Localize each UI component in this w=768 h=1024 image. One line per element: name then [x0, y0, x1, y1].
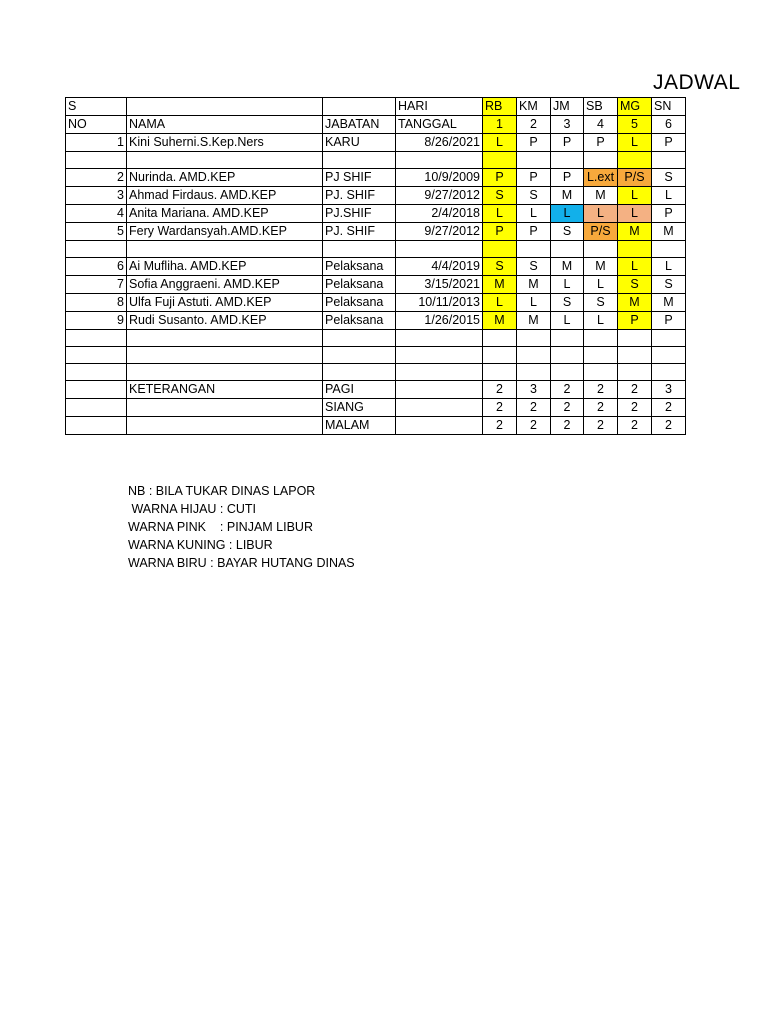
day-number-cell[interactable]: 4: [584, 116, 618, 134]
shift-cell[interactable]: [652, 152, 686, 169]
day-name-cell[interactable]: SB: [584, 98, 618, 116]
header-row-hari: [66, 98, 686, 116]
no-cell[interactable]: 2: [66, 169, 127, 187]
shift-cell[interactable]: L: [483, 294, 517, 312]
schedule-body: [66, 98, 686, 435]
shift-cell[interactable]: P: [483, 223, 517, 241]
no-cell[interactable]: 1: [66, 134, 127, 152]
shift-cell[interactable]: [652, 241, 686, 258]
header-cell-tanggal[interactable]: TANGGAL: [396, 116, 483, 134]
employee-row: [66, 187, 686, 205]
no-cell[interactable]: [66, 364, 127, 381]
shift-cell[interactable]: [483, 347, 517, 364]
shift-cell[interactable]: [517, 364, 551, 381]
shift-cell[interactable]: M: [652, 294, 686, 312]
header-cell-blank[interactable]: [323, 98, 396, 116]
shift-cell[interactable]: S: [517, 187, 551, 205]
header-row-columns: [66, 116, 686, 134]
shift-cell[interactable]: [618, 364, 652, 381]
day-name-cell[interactable]: MG: [618, 98, 652, 116]
shift-cell[interactable]: L: [551, 312, 584, 330]
shift-cell[interactable]: [551, 347, 584, 364]
shift-cell[interactable]: L: [618, 205, 652, 223]
shift-cell[interactable]: S: [652, 169, 686, 187]
shift-cell[interactable]: P: [517, 223, 551, 241]
shift-cell[interactable]: S: [483, 187, 517, 205]
shift-cell[interactable]: P: [584, 134, 618, 152]
shift-cell[interactable]: L: [618, 258, 652, 276]
shift-cell[interactable]: P: [517, 134, 551, 152]
blank-row: [66, 330, 686, 347]
nama-cell[interactable]: [127, 347, 323, 364]
shift-cell[interactable]: S: [483, 258, 517, 276]
tanggal-cell[interactable]: 4/4/2019: [396, 258, 483, 276]
day-name-cell[interactable]: SN: [652, 98, 686, 116]
jabatan-cell[interactable]: [323, 364, 396, 381]
shift-count-cell[interactable]: 2: [551, 399, 584, 417]
shift-count-cell[interactable]: 3: [517, 381, 551, 399]
shift-cell[interactable]: M: [517, 312, 551, 330]
shift-cell[interactable]: M: [483, 312, 517, 330]
shift-name-cell[interactable]: PAGI: [323, 381, 396, 399]
shift-cell[interactable]: L.ext: [584, 169, 618, 187]
tanggal-cell[interactable]: [396, 381, 483, 399]
no-cell[interactable]: 6: [66, 258, 127, 276]
shift-cell[interactable]: [584, 364, 618, 381]
shift-count-cell[interactable]: 2: [584, 381, 618, 399]
employee-row: [66, 312, 686, 330]
jabatan-cell[interactable]: [323, 152, 396, 169]
shift-count-cell[interactable]: 2: [584, 399, 618, 417]
shift-cell[interactable]: [517, 152, 551, 169]
shift-cell[interactable]: [652, 347, 686, 364]
shift-cell[interactable]: L: [652, 258, 686, 276]
shift-cell[interactable]: [584, 241, 618, 258]
nama-cell[interactable]: Kini Suherni.S.Kep.Ners: [127, 134, 323, 152]
tanggal-cell[interactable]: 3/15/2021: [396, 276, 483, 294]
nama-cell[interactable]: Ai Mufliha. AMD.KEP: [127, 258, 323, 276]
no-cell[interactable]: 5: [66, 223, 127, 241]
shift-cell[interactable]: [584, 347, 618, 364]
day-name-cell[interactable]: JM: [551, 98, 584, 116]
shift-cell[interactable]: P: [551, 134, 584, 152]
shift-cell[interactable]: L: [652, 187, 686, 205]
nama-cell[interactable]: [127, 330, 323, 347]
blank-row: [66, 152, 686, 169]
header-cell-blank[interactable]: [127, 98, 323, 116]
keterangan-label[interactable]: KETERANGAN: [127, 381, 323, 399]
shift-count-cell[interactable]: 2: [517, 399, 551, 417]
jabatan-cell[interactable]: PJ. SHIF: [323, 187, 396, 205]
shift-cell[interactable]: [652, 364, 686, 381]
shift-cell[interactable]: [483, 330, 517, 347]
jabatan-cell[interactable]: Pelaksana: [323, 312, 396, 330]
shift-cell[interactable]: L: [584, 276, 618, 294]
shift-cell[interactable]: M: [652, 223, 686, 241]
shift-cell[interactable]: [652, 330, 686, 347]
no-cell[interactable]: [66, 241, 127, 258]
keterangan-row: [66, 399, 686, 417]
shift-cell[interactable]: L: [551, 205, 584, 223]
shift-cell[interactable]: [551, 330, 584, 347]
notes-block: [128, 482, 355, 572]
shift-count-cell[interactable]: 3: [652, 381, 686, 399]
schedule-table: [65, 97, 686, 435]
day-name-cell[interactable]: KM: [517, 98, 551, 116]
jabatan-cell[interactable]: [323, 330, 396, 347]
nama-cell[interactable]: Rudi Susanto. AMD.KEP: [127, 312, 323, 330]
shift-count-cell[interactable]: 2: [618, 399, 652, 417]
header-cell-jabatan[interactable]: JABATAN: [323, 116, 396, 134]
tanggal-cell[interactable]: 1/26/2015: [396, 312, 483, 330]
shift-cell[interactable]: S: [618, 276, 652, 294]
keterangan-row: [66, 417, 686, 435]
shift-cell[interactable]: M: [584, 187, 618, 205]
shift-cell[interactable]: L: [584, 205, 618, 223]
shift-cell[interactable]: L: [618, 134, 652, 152]
shift-count-cell[interactable]: 2: [618, 381, 652, 399]
shift-cell[interactable]: [551, 364, 584, 381]
tanggal-cell[interactable]: [396, 364, 483, 381]
nama-cell[interactable]: Nurinda. AMD.KEP: [127, 169, 323, 187]
shift-count-cell[interactable]: 2: [483, 381, 517, 399]
shift-cell[interactable]: S: [551, 223, 584, 241]
shift-count-cell[interactable]: 2: [652, 399, 686, 417]
nama-cell[interactable]: Anita Mariana. AMD.KEP: [127, 205, 323, 223]
jabatan-cell[interactable]: Pelaksana: [323, 258, 396, 276]
jabatan-cell[interactable]: KARU: [323, 134, 396, 152]
shift-cell[interactable]: L: [517, 205, 551, 223]
note-line: NB : BILA TUKAR DINAS LAPOR: [128, 484, 316, 498]
header-cell-nama[interactable]: NAMA: [127, 116, 323, 134]
shift-count-cell[interactable]: 2: [483, 399, 517, 417]
nama-cell[interactable]: [127, 417, 323, 435]
shift-cell[interactable]: M: [618, 294, 652, 312]
no-cell[interactable]: 9: [66, 312, 127, 330]
day-number-cell[interactable]: 5: [618, 116, 652, 134]
tanggal-cell[interactable]: 10/11/2013: [396, 294, 483, 312]
blank-row: [66, 364, 686, 381]
employee-row: [66, 294, 686, 312]
shift-cell[interactable]: [517, 241, 551, 258]
employee-row: [66, 134, 686, 152]
no-cell[interactable]: [66, 330, 127, 347]
shift-count-cell[interactable]: 2: [584, 417, 618, 435]
shift-cell[interactable]: M: [618, 223, 652, 241]
jabatan-cell[interactable]: [323, 241, 396, 258]
shift-cell[interactable]: M: [551, 258, 584, 276]
nama-cell[interactable]: [127, 364, 323, 381]
header-cell-no[interactable]: NO: [66, 116, 127, 134]
header-cell-hari[interactable]: HARI: [396, 98, 483, 116]
shift-cell[interactable]: L: [483, 134, 517, 152]
shift-cell[interactable]: L: [551, 276, 584, 294]
shift-cell[interactable]: [483, 364, 517, 381]
no-cell[interactable]: 7: [66, 276, 127, 294]
nama-cell[interactable]: [127, 152, 323, 169]
jabatan-cell[interactable]: PJ.SHIF: [323, 205, 396, 223]
no-cell[interactable]: 3: [66, 187, 127, 205]
employee-row: [66, 169, 686, 187]
shift-cell[interactable]: [584, 152, 618, 169]
shift-cell[interactable]: [618, 152, 652, 169]
no-cell[interactable]: [66, 417, 127, 435]
tanggal-cell[interactable]: [396, 152, 483, 169]
shift-cell[interactable]: [584, 330, 618, 347]
shift-cell[interactable]: M: [584, 258, 618, 276]
no-cell[interactable]: 8: [66, 294, 127, 312]
tanggal-cell[interactable]: [396, 241, 483, 258]
jabatan-cell[interactable]: [323, 347, 396, 364]
nama-cell[interactable]: [127, 241, 323, 258]
no-cell[interactable]: 4: [66, 205, 127, 223]
employee-row: [66, 223, 686, 241]
nama-cell[interactable]: Ulfa Fuji Astuti. AMD.KEP: [127, 294, 323, 312]
shift-cell[interactable]: S: [551, 294, 584, 312]
tanggal-cell[interactable]: 2/4/2018: [396, 205, 483, 223]
note-line: WARNA PINK : PINJAM LIBUR: [128, 520, 313, 534]
shift-cell[interactable]: [551, 241, 584, 258]
shift-cell[interactable]: [618, 330, 652, 347]
shift-cell[interactable]: M: [483, 276, 517, 294]
tanggal-cell[interactable]: [396, 417, 483, 435]
shift-cell[interactable]: [517, 330, 551, 347]
employee-row: [66, 276, 686, 294]
day-number-cell[interactable]: 3: [551, 116, 584, 134]
tanggal-cell[interactable]: [396, 399, 483, 417]
shift-cell[interactable]: L: [618, 187, 652, 205]
shift-count-cell[interactable]: 2: [551, 417, 584, 435]
nama-cell[interactable]: Fery Wardansyah.AMD.KEP: [127, 223, 323, 241]
note-line: WARNA KUNING : LIBUR: [128, 538, 273, 552]
shift-cell[interactable]: S: [584, 294, 618, 312]
shift-cell[interactable]: P: [551, 169, 584, 187]
shift-count-cell[interactable]: 2: [652, 417, 686, 435]
shift-name-cell[interactable]: SIANG: [323, 399, 396, 417]
shift-cell[interactable]: P: [652, 312, 686, 330]
shift-cell[interactable]: S: [652, 276, 686, 294]
shift-cell[interactable]: [551, 152, 584, 169]
no-cell[interactable]: [66, 381, 127, 399]
nama-cell[interactable]: [127, 399, 323, 417]
day-name-cell[interactable]: RB: [483, 98, 517, 116]
shift-cell[interactable]: S: [517, 258, 551, 276]
shift-cell[interactable]: M: [517, 276, 551, 294]
blank-row: [66, 241, 686, 258]
tanggal-cell[interactable]: 9/27/2012: [396, 187, 483, 205]
tanggal-cell[interactable]: [396, 347, 483, 364]
shift-count-cell[interactable]: 2: [517, 417, 551, 435]
page-title: JADWAL: [653, 71, 741, 94]
schedule-sheet: [65, 97, 686, 435]
note-line: WARNA HIJAU : CUTI: [128, 502, 257, 516]
no-cell[interactable]: [66, 152, 127, 169]
jabatan-cell[interactable]: PJ SHIF: [323, 169, 396, 187]
note-line: WARNA BIRU : BAYAR HUTANG DINAS: [128, 556, 355, 570]
shift-cell[interactable]: P/S: [584, 223, 618, 241]
shift-cell[interactable]: [517, 347, 551, 364]
shift-count-cell[interactable]: 2: [618, 417, 652, 435]
tanggal-cell[interactable]: 8/26/2021: [396, 134, 483, 152]
keterangan-row: [66, 381, 686, 399]
employee-row: [66, 205, 686, 223]
jabatan-cell[interactable]: Pelaksana: [323, 294, 396, 312]
day-number-cell[interactable]: 2: [517, 116, 551, 134]
shift-cell[interactable]: M: [551, 187, 584, 205]
tanggal-cell[interactable]: 9/27/2012: [396, 223, 483, 241]
shift-cell[interactable]: L: [483, 205, 517, 223]
shift-count-cell[interactable]: 2: [483, 417, 517, 435]
day-number-cell[interactable]: 1: [483, 116, 517, 134]
employee-row: [66, 258, 686, 276]
shift-cell[interactable]: L: [517, 294, 551, 312]
tanggal-cell[interactable]: 10/9/2009: [396, 169, 483, 187]
no-cell[interactable]: [66, 399, 127, 417]
shift-cell[interactable]: P: [618, 312, 652, 330]
shift-cell[interactable]: [618, 347, 652, 364]
shift-cell[interactable]: [618, 241, 652, 258]
shift-cell[interactable]: P: [483, 169, 517, 187]
shift-name-cell[interactable]: MALAM: [323, 417, 396, 435]
tanggal-cell[interactable]: [396, 330, 483, 347]
shift-cell[interactable]: L: [584, 312, 618, 330]
nama-cell[interactable]: Ahmad Firdaus. AMD.KEP: [127, 187, 323, 205]
shift-cell[interactable]: [483, 241, 517, 258]
shift-count-cell[interactable]: 2: [551, 381, 584, 399]
shift-cell[interactable]: P: [517, 169, 551, 187]
shift-cell[interactable]: P/S: [618, 169, 652, 187]
jabatan-cell[interactable]: PJ. SHIF: [323, 223, 396, 241]
no-cell[interactable]: [66, 347, 127, 364]
shift-cell[interactable]: [483, 152, 517, 169]
jabatan-cell[interactable]: Pelaksana: [323, 276, 396, 294]
shift-cell[interactable]: P: [652, 134, 686, 152]
shift-cell[interactable]: P: [652, 205, 686, 223]
day-number-cell[interactable]: 6: [652, 116, 686, 134]
header-cell-s[interactable]: S: [66, 98, 127, 116]
blank-row: [66, 347, 686, 364]
nama-cell[interactable]: Sofia Anggraeni. AMD.KEP: [127, 276, 323, 294]
